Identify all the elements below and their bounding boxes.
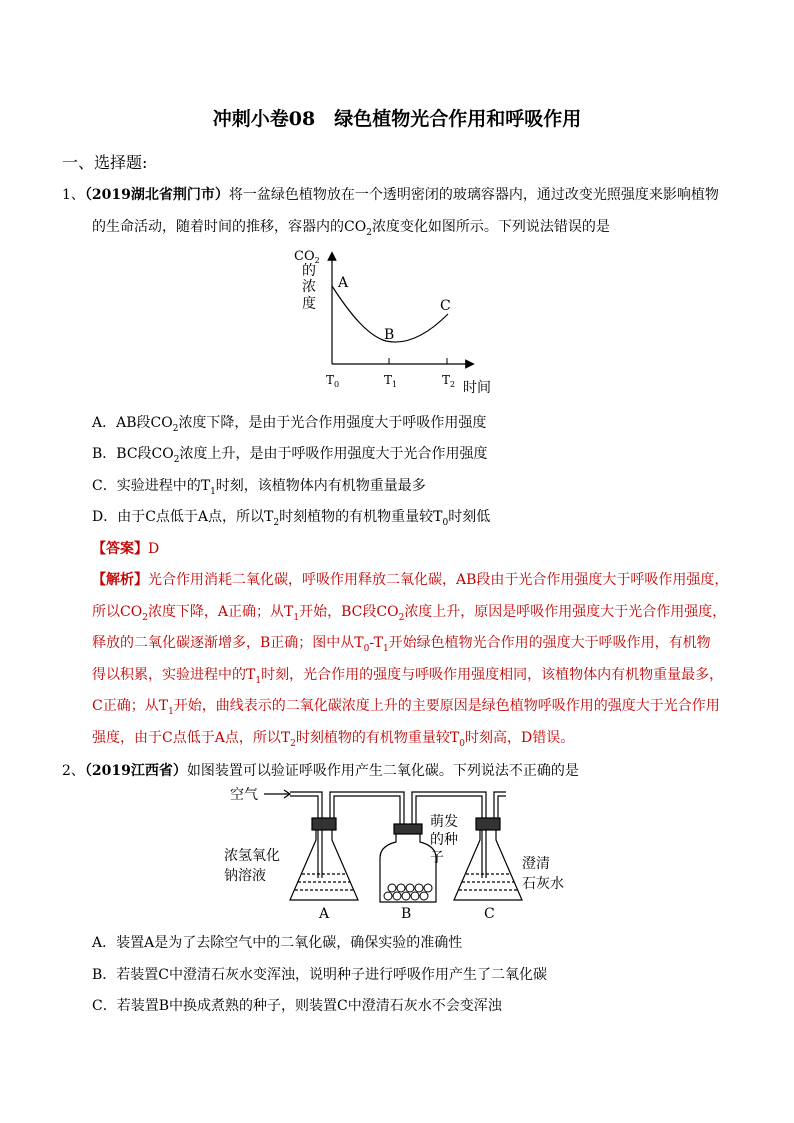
question-text: 将一盆绿色植物放在一个透明密闭的玻璃容器内，通过改变光照强度来影响植物	[228, 187, 719, 203]
y-label-co2: $CO_2$	[294, 249, 320, 265]
air-label: 空气	[230, 787, 258, 803]
stopper-a	[312, 818, 336, 830]
seeds-label: 的种	[430, 832, 458, 848]
tick-label-t0: $T_0$	[326, 373, 340, 389]
label-c: C	[484, 906, 495, 922]
analysis-line-2: 所以$CO_2$浓度下降，A正确；从$T_1$开始，BC段$CO_2$浓度上升，原因是呼吸作用强度大于光合作用强度，	[92, 604, 727, 623]
question-text: 的生命活动，随着时间的推移，容器内的CO	[92, 219, 367, 235]
q2-option-a: A．装置A是为了去除空气中的二氧化碳，确保实验的准确性	[92, 935, 463, 951]
question-source: （2019江西省）	[84, 763, 187, 779]
analysis-line-6: 强度，由于C点低于A点，所以$T_2$时刻植物的有机物重量较$T_0$时刻高，D错误。	[92, 730, 575, 749]
apparatus-diagram	[222, 782, 582, 922]
analysis-label: 【解析】	[92, 572, 148, 588]
question-number: 2、	[62, 763, 85, 779]
analysis-line-1: 【解析】光合作用消耗二氧化碳，呼吸作用释放二氧化碳，AB段由于光合作用强度大于呼吸作用强度，	[92, 572, 729, 588]
y-label-char: 度	[302, 296, 316, 312]
label-a: A	[319, 906, 330, 922]
question-1-line-2	[92, 218, 610, 242]
tube-a-in	[290, 792, 322, 878]
tick-label-t2: $T_2$	[442, 373, 456, 389]
seeds	[384, 884, 432, 900]
q2-option-b: B．若装置C中澄清石灰水变浑浊，说明种子进行呼吸作用产生了二氧化碳	[92, 967, 547, 983]
point-label-b: B	[384, 327, 395, 343]
option-a: A．AB段$CO_2$浓度下降，是由于光合作用强度大于呼吸作用强度	[92, 415, 487, 434]
label-b: B	[401, 906, 412, 922]
lime-label: 石灰水	[522, 876, 564, 892]
point-label-a: A	[338, 275, 349, 291]
seeds-label: 子	[430, 850, 444, 866]
analysis-line-3: 释放的二氧化碳逐渐增多，B正确；图中从$T_0-T_1$开始绿色植物光合作用的强度大于呼吸作用，有机物	[92, 635, 711, 654]
section-heading: 一、选择题:	[62, 153, 148, 172]
naoh-label: 钠溶液	[224, 868, 266, 884]
lime-label: 澄清	[522, 856, 550, 872]
stopper-c	[476, 818, 500, 830]
option-c: C．实验进程中的$T_1$时刻，该植物体内有机物重量最多	[92, 478, 426, 497]
analysis-line-4: 得以积累，实验进程中的$T_1$时刻，光合作用的强度与呼吸作用强度相同，该植物体内有机物重量最多，	[92, 667, 724, 686]
question-2-line	[62, 762, 579, 780]
tube-a-to-b	[330, 792, 404, 832]
point-label-c: C	[440, 298, 451, 314]
page-title: 冲刺小卷08 绿色植物光合作用和呼吸作用	[212, 108, 582, 130]
analysis-line-5: C正确；从$T_1$开始，曲线表示的二氧化碳浓度上升的主要原因是绿色植物呼吸作用的强度大于光合作用	[92, 698, 720, 717]
co2-concentration-graph	[290, 244, 510, 402]
answer-value: D	[148, 541, 160, 557]
answer-line	[92, 540, 159, 558]
subscript: 2	[366, 227, 372, 238]
question-source: （2019湖北省荆门市）	[84, 187, 229, 203]
q2-option-c: C．若装置B中换成煮熟的种子，则装置C中澄清石灰水不会变浑浊	[92, 998, 502, 1014]
naoh-label: 浓氢氧化	[224, 848, 280, 864]
question-text: 浓度变化如图所示。下列说法错误的是	[371, 219, 610, 235]
question-text: 如图装置可以验证呼吸作用产生二氧化碳。下列说法不正确的是	[186, 763, 579, 779]
stopper-b	[394, 824, 422, 834]
option-b: B．BC段$CO_2$浓度上升，是由于呼吸作用强度大于光合作用强度	[92, 446, 488, 465]
option-d: D．由于C点低于A点，所以$T_2$时刻植物的有机物重量较$T_0$时刻低	[92, 509, 491, 528]
seeds-label: 萌发	[430, 814, 458, 830]
tick-label-t1: $T_1$	[384, 373, 398, 389]
answer-label: 【答案】	[92, 541, 148, 557]
y-label-char: 的	[302, 263, 316, 279]
x-axis-label: 时间	[463, 380, 491, 396]
question-1-line-1	[62, 186, 719, 204]
question-number: 1、	[62, 187, 85, 203]
y-label-char: 浓	[302, 279, 316, 295]
